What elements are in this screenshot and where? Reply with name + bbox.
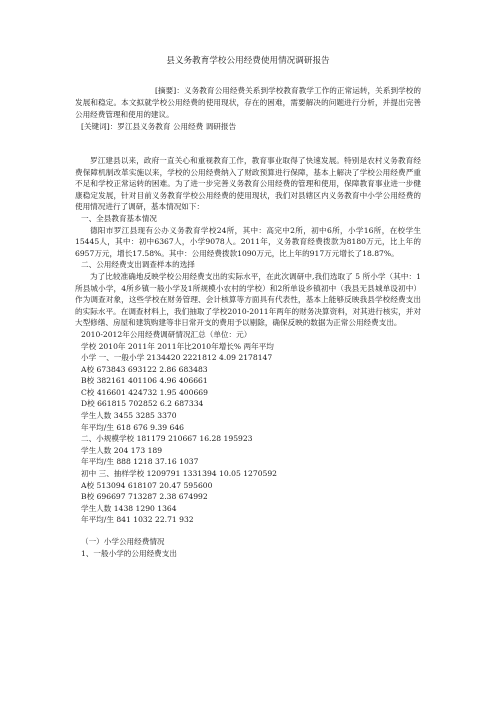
table-line: 初中 三、抽样学校 1209791 1331394 10.05 1270592 <box>81 469 278 479</box>
section-heading: 一、全县教育基本情况 <box>81 213 157 223</box>
intro-paragraph: 罗江建县以来，政府一直关心和重视教育工作，教育事业取得了快速发展。特别是农村义务教育经费保障机制改革实施以来，学校的公用经费纳入了财政预算进行保障，基本上解决了学校公用经费严重不足和学校正常运转的困难。为了进一步完善义务教育公用经费的管理和使用，保障教育事业进一步健康稳定发展，针对目前义务教育学校公用经费的使用现状，我们对县辖区内义务教育中小学公用经费的使用情况进行了调研，基本情况如下： <box>75 156 421 212</box>
sub-heading: 1、一般小学的公用经费支出 <box>81 548 177 558</box>
spacer <box>75 526 421 536</box>
table-line: 年平均/生 618 676 9.39 646 <box>81 422 184 432</box>
table-line: 年平均/生 841 1032 22.71 932 <box>81 515 194 525</box>
table-line: B校 696697 713287 2.38 674992 <box>81 492 208 502</box>
sub-heading: （一）小学公用经费情况 <box>81 537 165 546</box>
table-line: 学生人数 3455 3285 3370 <box>81 411 177 421</box>
table-line: 学生人数 1438 1290 1364 <box>81 503 177 513</box>
table-line: 年平均/生 888 1218 37.16 1037 <box>81 457 199 467</box>
table-line: 学生人数 204 173 189 <box>81 445 163 455</box>
table-line: C校 416601 424732 1.95 400669 <box>81 387 208 397</box>
section-heading: 二、公用经费支出调查样本的选择 <box>81 260 195 270</box>
table-line: B校 382161 401106 4.96 406661 <box>81 376 208 386</box>
document-title: 县义务教育学校公用经费使用情况调研报告 <box>166 56 330 66</box>
table-line: D校 661815 702852 6.2 687334 <box>81 399 204 409</box>
table-line: 小学 一、一般小学 2134420 2221812 4.09 2178147 <box>81 353 273 363</box>
section-paragraph: 德阳市罗江县现有公办义务教育学校24所，其中：高完中2所，初中6所，小学16所，在校学生15445人，其中：初中6367人，小学9078人。2011年，义务教育经费拨款为8180万元，比上年的6957万元，增长17.58%。其中：公用经费拨款1090万元，比上年的917万元增长了18.87%。 <box>75 225 421 258</box>
keywords: [关键词]：罗江县义务教育 公用经费 调研报告 <box>81 122 237 131</box>
document-body <box>75 155 421 559</box>
table-title: 2010-2012年公用经费调研情况汇总（单位：元） <box>81 329 252 339</box>
table-line: 学校 2010年 2011年 2011年比2010年增长% 两年平均 <box>81 341 274 351</box>
section-paragraph: 为了比较准确地反映学校公用经费支出的实际水平，在此次调研中,我们选取了 5 所小学（其中：1所县城小学，4所乡镇一般小学及1所规模小农村的学校）和2所单设乡镇初中（我县无县城单设初中）作为调查对象，这些学校在财务管理、会计核算等方面具有代表性，基本上能够反映我县学校经费支出的实际水平。在调查材料上，我们抽取了学校2010-2011年两年的财务决算资料，对其进行核实，并对大型修缮、房屋和建筑购建等非日常开支的费用予以剔除，确保反映的数据为正常公用经费支出。 <box>75 271 421 328</box>
table-line: A校 513094 618107 20.47 595600 <box>81 480 213 490</box>
table-line: A校 673843 693122 2.86 683483 <box>81 364 208 374</box>
table-line: 二、小规模学校 181179 210667 16.28 195923 <box>81 434 253 444</box>
abstract: [摘要]：义务教育公用经费关系到学校教育教学工作的正常运转，关系到学校的发展和稳定。本文拟就学校公用经费的使用现状，存在的困难，需要解决的问题进行分析，并提出完善公用经费管理和使用的建议。 <box>75 86 421 119</box>
